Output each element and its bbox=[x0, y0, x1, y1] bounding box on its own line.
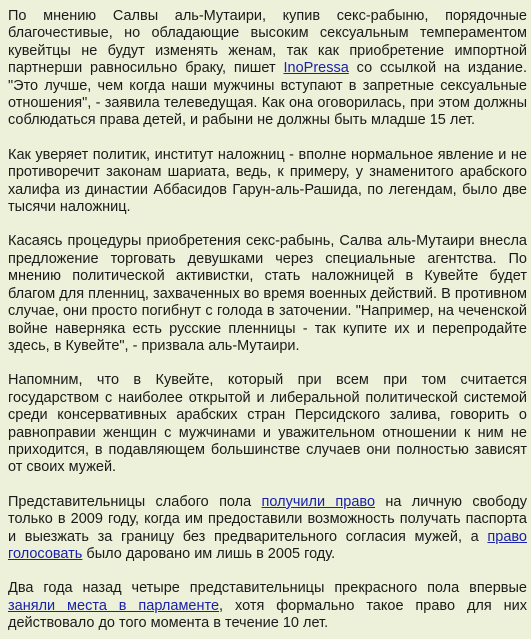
text-segment: Касаясь процедуры приобретения секс-рабынь, Салва аль-Мутаири внесла предложение торговать девушками через специальные агентства. По мнению политической активистки, стать наложницей в Кувейте будет благом для пленниц, захваченных во время военных действий. В противном случае, они просто погибнут с голода в заточении. "Например, на чеченской войне наверняка есть русские пленницы - так купите их и перепродайте здесь, в Кувейте", - призвала аль-Мутаири. bbox=[8, 233, 527, 354]
text-segment: Два года назад четыре представительницы прекрасного пола впервые bbox=[8, 580, 527, 597]
article-paragraph bbox=[8, 8, 527, 130]
text-segment: , хотя формально такое право для них действовало до того момента в течение 10 лет. bbox=[8, 597, 527, 632]
text-segment: Напомним, что в Кувейте, который при всем при том считается государством с наиболее открытой и либеральной политической системой среди консервативных арабских стран Персидского залива, говорить о равноправии женщин с мужчинами и уважительном отношении к ним не приходится, в подавляющем большинстве случаев они полностью зависят от своих мужей. bbox=[8, 372, 527, 476]
text-segment: Как уверяет политик, институт наложниц - вполне нормальное явление и не противоречит законам шариата, ведь, к примеру, у знаменитого арабского халифа из династии Аббасидов Гарун-аль-Рашида, по легендам, было две тысячи наложниц. bbox=[8, 146, 527, 216]
text-segment: По мнению Салвы аль-Мутаири, купив секс-рабыню, порядочные благочестивые, но обладающие высоким сексуальным темпераментом кувейтцы не будут изменять женам, так как приобретение импортной партнерши равносильно браку, пишет bbox=[8, 8, 527, 77]
article-paragraph bbox=[8, 147, 527, 217]
got-right-link[interactable]: получили право bbox=[261, 493, 376, 510]
inopressa-link[interactable]: InoPressa bbox=[283, 60, 349, 77]
right-to-vote-link[interactable]: право голосовать bbox=[8, 528, 527, 562]
article-paragraph bbox=[8, 494, 527, 564]
text-segment: Представительницы слабого пола bbox=[8, 493, 262, 510]
text-segment: было даровано им лишь в 2005 году. bbox=[82, 545, 336, 562]
parliament-seats-link[interactable]: заняли места в парламенте bbox=[8, 597, 220, 614]
article-paragraph bbox=[8, 233, 527, 355]
article-paragraph bbox=[8, 372, 527, 476]
article-paragraph bbox=[8, 580, 527, 632]
text-segment: со ссылкой на издание. "Это лучше, чем когда наши мужчины вступают в запретные сексуальные отношения", - заявила телеведущая. Как она оговорилась, при этом должны соблюдаться права детей, и рабыни не должны быть младше 15 лет. bbox=[8, 60, 527, 129]
text-segment: на личную свободу только в 2009 году, когда им предоставили возможность получать паспорта и выезжать за границу без предварительного согласия мужей, а bbox=[8, 493, 527, 545]
